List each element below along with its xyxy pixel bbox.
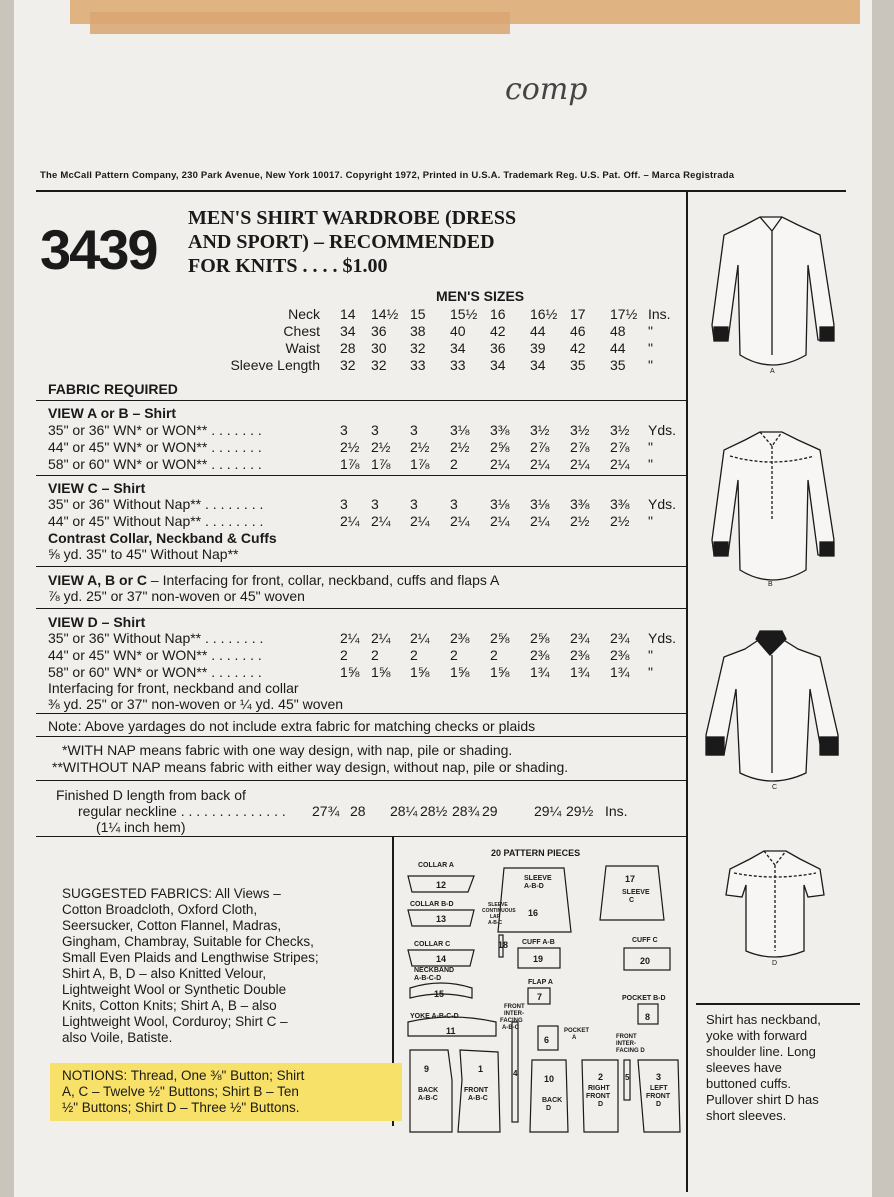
right-front-label: FRONT (586, 1093, 611, 1100)
cell-value: 3⅛ (490, 496, 510, 512)
cell-value: 2⅜ (570, 647, 590, 663)
finished-value: 29½ (566, 803, 594, 819)
row-label: 58" or 60" WN* or WON** . . . . . . . (48, 664, 262, 680)
sleeve-abd-label: A-B-D (524, 883, 544, 890)
cell-value: 2⅜ (450, 630, 470, 646)
cell-value: 16½ (530, 306, 558, 322)
description-line: yoke with forward (706, 1028, 808, 1043)
unit-label: " (648, 647, 653, 663)
row-label: Waist (285, 340, 320, 356)
description-line: Shirt has neckband, (706, 1012, 821, 1027)
unit-label: Ins. (605, 803, 628, 819)
cell-value: 2¼ (340, 630, 360, 646)
sleeve-c-label: SLEEVE (622, 889, 650, 896)
cell-value: 3⅜ (610, 496, 630, 512)
description-line: sleeves have (706, 1060, 782, 1075)
cell-value: 3⅜ (490, 422, 510, 438)
cell-value: 33 (450, 357, 466, 373)
cell-value: 2 (410, 647, 418, 663)
notions-line: NOTIONS: Thread, One ⅜" Button; Shirt (62, 1068, 305, 1083)
row-label: 35" or 36" Without Nap** . . . . . . . . (48, 630, 264, 646)
cell-value: 28 (340, 340, 356, 356)
contrast-heading: Contrast Collar, Neckband & Cuffs (48, 530, 277, 546)
cell-value: 2½ (450, 439, 470, 455)
cell-value: 2¼ (410, 630, 430, 646)
sizes-heading: MEN'S SIZES (436, 288, 525, 304)
fabric-line: Lightweight Wool or Synthetic Double (62, 982, 287, 997)
cell-value: 1⅞ (340, 456, 360, 472)
cell-value: 32 (340, 357, 356, 373)
cell-value: 2¼ (340, 513, 360, 529)
cell-value: 1¾ (530, 664, 550, 680)
cell-value: 32 (410, 340, 426, 356)
fabric-line: SUGGESTED FABRICS: All Views – (62, 886, 281, 901)
row-label: 44" or 45" WN* or WON** . . . . . . . (48, 647, 262, 663)
shirt-view-c-illustration (700, 625, 850, 805)
cell-value: 2½ (371, 439, 391, 455)
tape-strip-shadow (90, 12, 510, 34)
view-d-heading: VIEW D – Shirt (48, 614, 146, 630)
sleeve-lap-label: CONTINUOUS (482, 908, 516, 914)
finished-line1: Finished D length from back of (56, 787, 246, 803)
row-label: 44" or 45" Without Nap** . . . . . . . . (48, 513, 264, 529)
unit-label: Yds. (648, 630, 677, 646)
cell-value: 3⅛ (530, 496, 550, 512)
view-abc-line2: ⅞ yd. 25" or 37" non-woven or 45" woven (48, 588, 305, 604)
interfacing-line2: ⅜ yd. 25" or 37" non-woven or ¼ yd. 45" woven (48, 696, 344, 712)
cell-value: 2 (450, 647, 458, 663)
piece-number: 1 (478, 1064, 484, 1074)
cell-value: 2¼ (450, 513, 470, 529)
handwritten-note: comp (505, 72, 588, 107)
view-c-heading: VIEW C – Shirt (48, 480, 146, 496)
sleeve-c-label: C (629, 897, 635, 904)
view-label: A (770, 368, 775, 375)
piece-number: 14 (436, 954, 447, 964)
piece-number: 12 (436, 880, 447, 890)
unit-label: " (648, 456, 653, 472)
piece-number: 9 (424, 1064, 430, 1074)
front-abc-label: A-B-C (468, 1095, 488, 1102)
cell-value: 2¼ (410, 513, 430, 529)
title-line: AND SPORT) – RECOMMENDED (188, 231, 495, 253)
pocket-a-label: A (572, 1035, 577, 1041)
cell-value: 2⅝ (530, 630, 550, 646)
description-line: buttoned cuffs. (706, 1076, 792, 1091)
cell-value: 46 (570, 323, 586, 339)
cell-value: 1⅝ (490, 664, 510, 680)
divider (36, 780, 686, 781)
cell-value: 3 (340, 422, 348, 438)
divider (36, 566, 686, 567)
row-label: Neck (288, 306, 320, 322)
description-line: Pullover shirt D has (706, 1092, 819, 1107)
cell-value: 3⅜ (570, 496, 590, 512)
back-d-label: D (546, 1105, 552, 1112)
view-abc-text: – Interfacing for front, collar, neckband, cuffs and flaps A (147, 572, 500, 588)
unit-label: " (648, 439, 653, 455)
cell-value: 2 (450, 456, 458, 472)
collar-bd-label: COLLAR B-D (410, 901, 454, 908)
finished-line2: regular neckline . . . . . . . . . . . . . . (78, 803, 286, 819)
finished-value: 29 (482, 803, 498, 819)
front-interfacing-label: FACING (500, 1018, 523, 1024)
cell-value: 44 (610, 340, 626, 356)
cell-value: 44 (530, 323, 546, 339)
cell-value: 2 (340, 647, 348, 663)
cell-value: 2½ (570, 513, 590, 529)
piece-number: 6 (544, 1035, 550, 1045)
cell-value: 1¾ (570, 664, 590, 680)
cuff-c-label: CUFF C (632, 937, 658, 944)
cell-value: 2¼ (490, 456, 510, 472)
piece-number: 11 (446, 1026, 456, 1036)
cell-value: 1⅞ (410, 456, 430, 472)
front-interfacing-d-label: FACING D (616, 1048, 645, 1054)
cell-value: 14 (340, 306, 356, 322)
cuff-ab-label: CUFF A-B (522, 939, 555, 946)
cell-value: 3 (371, 422, 379, 438)
finished-value: 28¾ (452, 803, 480, 819)
row-label: 35" or 36" Without Nap** . . . . . . . . (48, 496, 264, 512)
cell-value: 2½ (610, 513, 630, 529)
piece-number: 19 (533, 954, 544, 964)
cell-value: 36 (490, 340, 506, 356)
piece-number: 18 (498, 940, 509, 950)
front-interfacing-d-label: FRONT (616, 1034, 637, 1040)
cell-value: 2⅞ (610, 439, 630, 455)
fabric-line: Gingham, Chambray, Suitable for Checks, (62, 934, 314, 949)
unit-label: " (648, 357, 653, 373)
finished-value: 28¼ (390, 803, 418, 819)
cell-value: 1⅝ (371, 664, 391, 680)
cell-value: 34 (450, 340, 466, 356)
cell-value: 32 (371, 357, 387, 373)
pattern-number: 3439 (40, 218, 157, 281)
interfacing-line1: Interfacing for front, neckband and collar (48, 680, 299, 696)
notions-line: A, C – Twelve ½" Buttons; Shirt B – Ten (62, 1084, 299, 1099)
divider (36, 400, 686, 401)
cell-value: 1⅝ (410, 664, 430, 680)
cell-value: 35 (570, 357, 586, 373)
cell-value: 2¼ (490, 513, 510, 529)
left-front-label: LEFT (650, 1085, 668, 1092)
view-abc-line (48, 572, 499, 588)
cell-value: 3⅛ (450, 422, 470, 438)
cell-value: 2¼ (371, 630, 391, 646)
divider (36, 736, 686, 737)
unit-label: " (648, 664, 653, 680)
notions-line: ½" Buttons; Shirt D – Three ½" Buttons. (62, 1100, 300, 1115)
pieces-heading: 20 PATTERN PIECES (491, 848, 581, 858)
pattern-title (188, 206, 568, 278)
cell-value: 3½ (570, 422, 590, 438)
cell-value: 2⅞ (570, 439, 590, 455)
unit-label: " (648, 340, 653, 356)
cell-value: 34 (340, 323, 356, 339)
description-line: short sleeves. (706, 1108, 787, 1123)
cell-value: 38 (410, 323, 426, 339)
shirt-view-d-illustration (712, 845, 842, 975)
cell-value: 42 (490, 323, 506, 339)
cell-value: 34 (530, 357, 546, 373)
title-line: MEN'S SHIRT WARDROBE (DRESS (188, 207, 517, 229)
yoke-label: YOKE A-B-C-D (410, 1013, 459, 1020)
unit-label: Yds. (648, 496, 677, 512)
unit-label: " (648, 513, 653, 529)
cell-value: 2¼ (530, 513, 550, 529)
piece-number: 4 (513, 1069, 518, 1078)
front-interfacing-d-label: INTER- (616, 1041, 636, 1047)
piece-number: 20 (640, 956, 651, 966)
finished-line3: (1¼ inch hem) (96, 819, 186, 835)
right-front-label: D (598, 1101, 604, 1108)
divider-vertical (686, 192, 688, 1192)
back-abc-label: BACK (418, 1087, 439, 1094)
cell-value: 30 (371, 340, 387, 356)
piece-number: 13 (436, 914, 447, 924)
cell-value: 3½ (530, 422, 550, 438)
view-ab-heading: VIEW A or B – Shirt (48, 405, 177, 421)
cell-value: 3½ (610, 422, 630, 438)
piece-number: 17 (625, 874, 636, 884)
unit-label: Ins. (648, 306, 671, 322)
cell-value: 1⅞ (371, 456, 391, 472)
cell-value: 2⅝ (490, 630, 510, 646)
without-nap-text: **WITHOUT NAP means fabric with either way design, without nap, pile or shading. (52, 759, 569, 775)
contrast-text: ⅝ yd. 35" to 45" Without Nap** (48, 546, 239, 562)
description-line: shoulder line. Long (706, 1044, 816, 1059)
row-label: 44" or 45" WN* or WON** . . . . . . . (48, 439, 262, 455)
cell-value: 2½ (410, 439, 430, 455)
view-label: D (772, 960, 778, 967)
pocket-bd-label: POCKET B-D (622, 995, 666, 1002)
fabric-line: Shirt A, B, D – also Knitted Velour, (62, 966, 267, 981)
view-label: C (772, 784, 778, 791)
piece-number: 5 (625, 1073, 630, 1082)
cell-value: 17½ (610, 306, 638, 322)
front-interfacing-label: INTER- (504, 1011, 524, 1017)
divider (36, 475, 686, 476)
front-interfacing-label: A-B-C (502, 1025, 519, 1031)
cell-value: 2¾ (610, 630, 630, 646)
pattern-description (706, 1012, 856, 1124)
cell-value: 2⅜ (610, 647, 630, 663)
publisher-line: The McCall Pattern Company, 230 Park Avenue, New York 10017. Copyright 1972, Printed in U.S.A. Trademark Reg. U.S. Pat. Off. – Marca Registrada (40, 170, 735, 181)
cell-value: 2¼ (530, 456, 550, 472)
pattern-pieces-diagram (396, 840, 686, 1140)
piece-number: 8 (645, 1012, 651, 1022)
cell-value: 36 (371, 323, 387, 339)
row-label: 35" or 36" WN* or WON** . . . . . . . (48, 422, 262, 438)
cell-value: 2¼ (610, 456, 630, 472)
cell-value: 39 (530, 340, 546, 356)
collar-a-label: COLLAR A (418, 862, 454, 869)
divider-top (36, 190, 846, 192)
cell-value: 48 (610, 323, 626, 339)
sleeve-lap-label: LAP (490, 914, 500, 920)
with-nap-text: *WITH NAP means fabric with one way design, with nap, pile or shading. (62, 742, 513, 758)
cell-value: 1⅝ (450, 664, 470, 680)
cell-value: 2⅜ (530, 647, 550, 663)
cell-value: 2⅝ (490, 439, 510, 455)
cell-value: 3 (340, 496, 348, 512)
cell-value: 34 (490, 357, 506, 373)
flap-a-label: FLAP A (528, 979, 553, 986)
left-front-label: D (656, 1101, 662, 1108)
title-line: FOR KNITS . . . . $1.00 (188, 255, 388, 277)
cell-value: 40 (450, 323, 466, 339)
shirt-view-a-illustration (700, 205, 850, 390)
back-abc-label: A-B-C (418, 1095, 438, 1102)
cell-value: 17 (570, 306, 586, 322)
piece-number: 3 (656, 1072, 662, 1082)
front-interfacing-label: FRONT (504, 1004, 525, 1010)
view-abc-heading: VIEW A, B or C (48, 572, 148, 588)
cell-value: 2½ (340, 439, 360, 455)
left-front-label: FRONT (646, 1093, 671, 1100)
cell-value: 3 (410, 422, 418, 438)
back-d-label: BACK (542, 1097, 563, 1104)
piece-number: 7 (537, 992, 543, 1002)
cell-value: 2¼ (570, 456, 590, 472)
cell-value: 15½ (450, 306, 478, 322)
cell-value: 33 (410, 357, 426, 373)
cell-value: 2 (490, 647, 498, 663)
cell-value: 2¼ (371, 513, 391, 529)
neckband-label: A-B-C-D (414, 975, 442, 982)
cell-value: 1⅝ (340, 664, 360, 680)
finished-value: 27¾ (312, 803, 340, 819)
divider (36, 608, 686, 609)
cell-value: 14½ (371, 306, 399, 322)
collar-c-label: COLLAR C (414, 941, 451, 948)
cell-value: 3 (371, 496, 379, 512)
fabric-required-heading: FABRIC REQUIRED (48, 381, 178, 397)
fabric-line: Small Even Plaids and Lengthwise Stripes; (62, 950, 319, 965)
divider-description (696, 1003, 860, 1005)
cell-value: 35 (610, 357, 626, 373)
right-front-label: RIGHT (588, 1085, 610, 1092)
divider (36, 713, 686, 714)
cell-value: 3 (450, 496, 458, 512)
piece-number: 15 (434, 989, 445, 999)
cell-value: 42 (570, 340, 586, 356)
view-label: B (768, 581, 773, 588)
finished-value: 28½ (420, 803, 448, 819)
shirt-view-b-illustration (700, 420, 850, 605)
piece-number: 10 (544, 1074, 555, 1084)
sleeve-lap-label: A-B-C (488, 920, 503, 926)
cell-value: 15 (410, 306, 426, 322)
unit-label: Yds. (648, 422, 677, 438)
finished-value: 29¼ (534, 803, 562, 819)
divider (36, 836, 686, 837)
neckband-label: NECKBAND (414, 967, 455, 974)
row-label: Sleeve Length (230, 357, 320, 373)
cell-value: 3 (410, 496, 418, 512)
row-label: Chest (283, 323, 320, 339)
fabric-line: Lightweight Wool, Corduroy; Shirt C – (62, 1014, 288, 1029)
front-abc-label: FRONT (464, 1087, 489, 1094)
finished-value: 28 (350, 803, 366, 819)
cell-value: 2⅞ (530, 439, 550, 455)
unit-label: " (648, 323, 653, 339)
cell-value: 2¾ (570, 630, 590, 646)
note-text: Note: Above yardages do not include extra fabric for matching checks or plaids (48, 718, 536, 734)
fabric-line: Seersucker, Cotton Flannel, Madras, (62, 918, 282, 933)
back-d-shape (530, 1060, 568, 1132)
fabric-line: Knits, Cotton Knits; Shirt A, B – also (62, 998, 277, 1013)
notions-text (62, 1068, 402, 1116)
sleeve-abd-label: SLEEVE (524, 875, 552, 882)
sleeve-lap-label: SLEEVE (488, 902, 508, 908)
piece-number: 2 (598, 1072, 604, 1082)
piece-number: 16 (528, 908, 539, 918)
cell-value: 2 (371, 647, 379, 663)
cell-value: 1¾ (610, 664, 630, 680)
row-label: 58" or 60" WN* or WON** . . . . . . . (48, 456, 262, 472)
fabric-line: Cotton Broadcloth, Oxford Cloth, (62, 902, 258, 917)
fabric-line: also Voile, Batiste. (62, 1030, 173, 1045)
pocket-a-label: POCKET (564, 1028, 590, 1034)
suggested-fabrics (62, 886, 382, 1046)
cell-value: 16 (490, 306, 506, 322)
